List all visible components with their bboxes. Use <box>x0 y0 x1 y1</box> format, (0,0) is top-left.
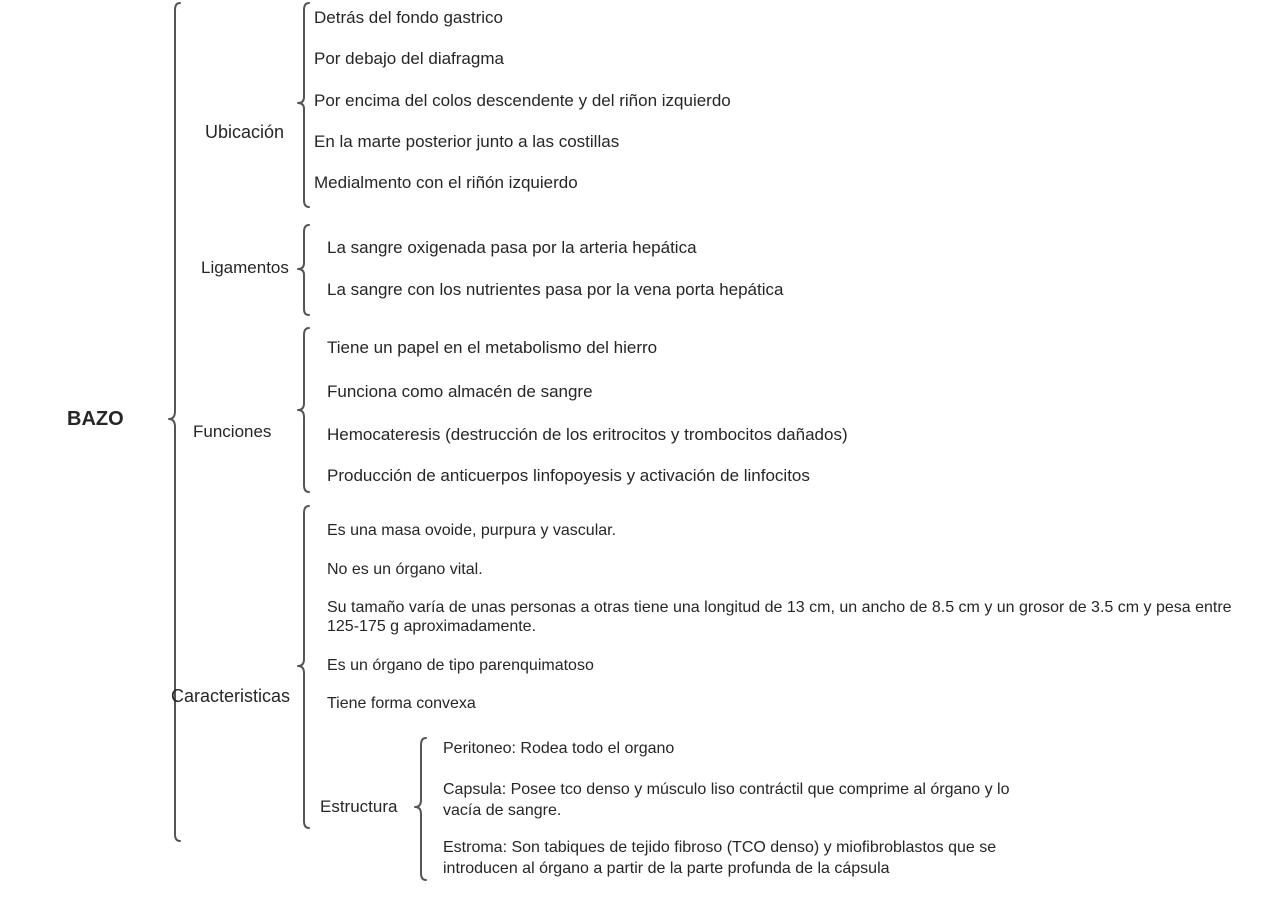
estructura-item: Peritoneo: Rodea todo el organo <box>443 740 675 757</box>
ubicacion-label: Ubicación <box>205 122 285 142</box>
funciones-label: Funciones <box>193 422 272 441</box>
caracteristicas-item: Su tamaño varía de unas personas a otras tiene una longitud de 13 cm, un ancho de 8.5 cm y un grosor de 3.5 cm y pesa entre 125-175 g aproximadamente. <box>327 599 1232 635</box>
brace-estructura <box>415 738 426 880</box>
funciones-item: Producción de anticuerpos linfopoyesis y activación de linfocitos <box>327 466 810 485</box>
ubicacion-item: En la marte posterior junto a las costillas <box>314 132 620 151</box>
estructura-item: Estroma: Son tabiques de tejido fibroso (TCO denso) y miofibroblastos que se introducen al órgano a partir de la parte profunda de la cápsula <box>443 839 997 877</box>
ubicacion-item: Por debajo del diafragma <box>314 49 504 68</box>
ubicacion-item: Medialmento con el riñón izquierdo <box>314 173 578 192</box>
estructura-item: Capsula: Posee tco denso y músculo liso contráctil que comprime al órgano y lo vacía de sangre. <box>443 781 1010 819</box>
caracteristicas-item: Es un órgano de tipo parenquimatoso <box>327 657 594 674</box>
brace-main <box>169 3 180 841</box>
ligamentos-label: Ligamentos <box>201 258 289 277</box>
ubicacion-item: Por encima del colos descendente y del riñon izquierdo <box>314 91 731 110</box>
brace-ubicacion <box>298 3 309 207</box>
funciones-item: Tiene un papel en el metabolismo del hierro <box>327 338 658 357</box>
caracteristicas-item: Tiene forma convexa <box>327 695 476 712</box>
ligamentos-item: La sangre oxigenada pasa por la arteria hepática <box>327 238 697 257</box>
ubicacion-item: Detrás del fondo gastrico <box>314 8 503 27</box>
brace-ligamentos <box>298 225 309 315</box>
brace-caracteristicas <box>298 506 309 828</box>
ligamentos-item: La sangre con los nutrientes pasa por la vena porta hepática <box>327 280 784 299</box>
caracteristicas-item: Es una masa ovoide, purpura y vascular. <box>327 522 617 539</box>
brace-funciones <box>298 328 309 492</box>
estructura-label: Estructura <box>320 797 398 816</box>
root-title: BAZO <box>67 408 124 430</box>
funciones-item: Hemocateresis (destrucción de los eritrocitos y trombocitos dañados) <box>327 425 848 444</box>
caracteristicas-item: No es un órgano vital. <box>327 561 483 578</box>
caracteristicas-label: Caracteristicas <box>171 686 291 706</box>
funciones-item: Funciona como almacén de sangre <box>327 382 593 401</box>
